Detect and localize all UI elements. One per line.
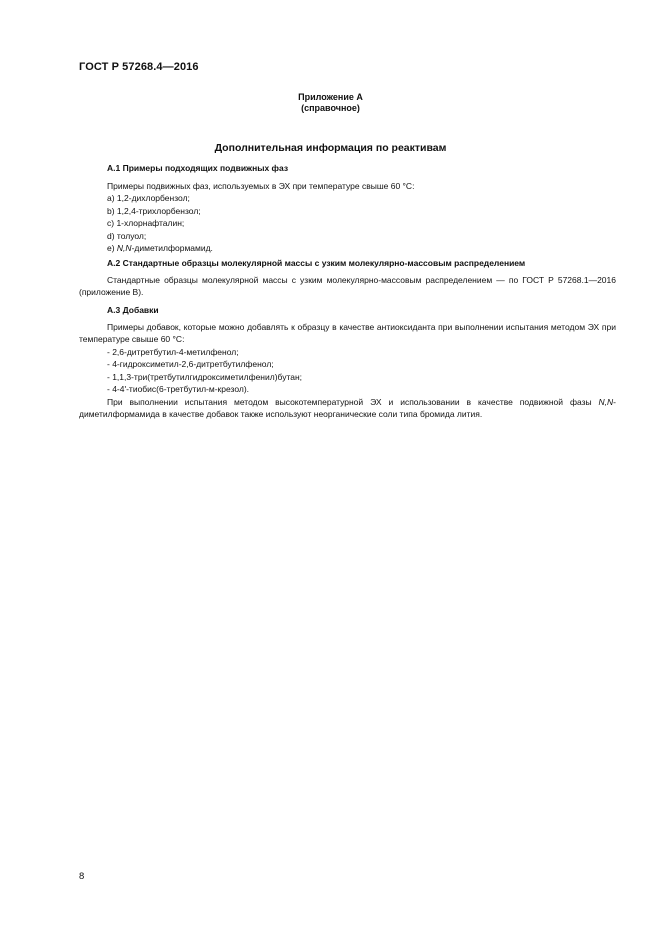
list-item [79, 242, 616, 255]
section-a3-heading: А.3 Добавки [107, 305, 159, 315]
list-item: - 1,1,3-три(третбутилгидроксиметилфенил)бутан; [107, 371, 303, 382]
list-item: - 2,6-дитретбутил-4-метилфенол; [107, 346, 239, 357]
section-a2-heading: А.2 Стандартные образцы молекулярной массы с узким молекулярно-массовым распределением [107, 258, 526, 268]
section-a2 [79, 257, 616, 299]
section-title: Дополнительная информация по реактивам [214, 142, 447, 154]
list-item: с) 1-хлорнафталин; [107, 218, 185, 228]
standard-code-header: ГОСТ Р 57268.4—2016 [79, 61, 199, 73]
list-item-prefix: е) [107, 243, 117, 253]
appendix-title: Приложение А [298, 92, 363, 102]
list-item: b) 1,2,4-трихлорбензол; [107, 205, 201, 216]
closing-part-2: -диметилформамида в качестве добавок также используют неорганические соли типа бромида лития. [79, 396, 616, 419]
closing-italic: N,N [598, 396, 614, 407]
list-item: - 4-4'-тиобис(6-третбутил-м-крезол). [107, 384, 250, 394]
appendix-subtitle: (справочное) [301, 103, 360, 113]
list-item-italic: N,N [116, 243, 132, 253]
section-a2-paragraph: Стандартные образцы молекулярной массы с узким молекулярно-массовым распределением — по ГОСТ Р 57268.1—2016 (приложение В). [79, 274, 616, 297]
list-item: а) 1,2-дихлорбензол; [107, 193, 190, 203]
page-number: 8 [79, 871, 85, 882]
section-a3-intro: Примеры добавок, которые можно добавлять к образцу в качестве антиоксиданта при выполнении испытания методом ЭХ при температуре свыше 60 °С: [79, 321, 616, 344]
closing-part-1: При выполнении испытания методом высокотемпературной ЭХ и использовании в качестве подвижной фазы [107, 396, 599, 407]
appendix-heading [0, 92, 661, 114]
section-a3-closing [79, 396, 616, 421]
list-item-suffix: -диметилформамид. [131, 243, 213, 253]
section-a3 [79, 304, 616, 421]
list-item: - 4-гидроксиметил-2,6-дитретбутилфенол; [107, 359, 274, 369]
section-a1 [79, 162, 616, 255]
list-item: d) толуол; [107, 230, 147, 241]
section-a1-intro: Примеры подвижных фаз, используемых в ЭХ при температуре свыше 60 °С: [107, 180, 415, 191]
section-a1-heading: А.1 Примеры подходящих подвижных фаз [107, 163, 289, 173]
